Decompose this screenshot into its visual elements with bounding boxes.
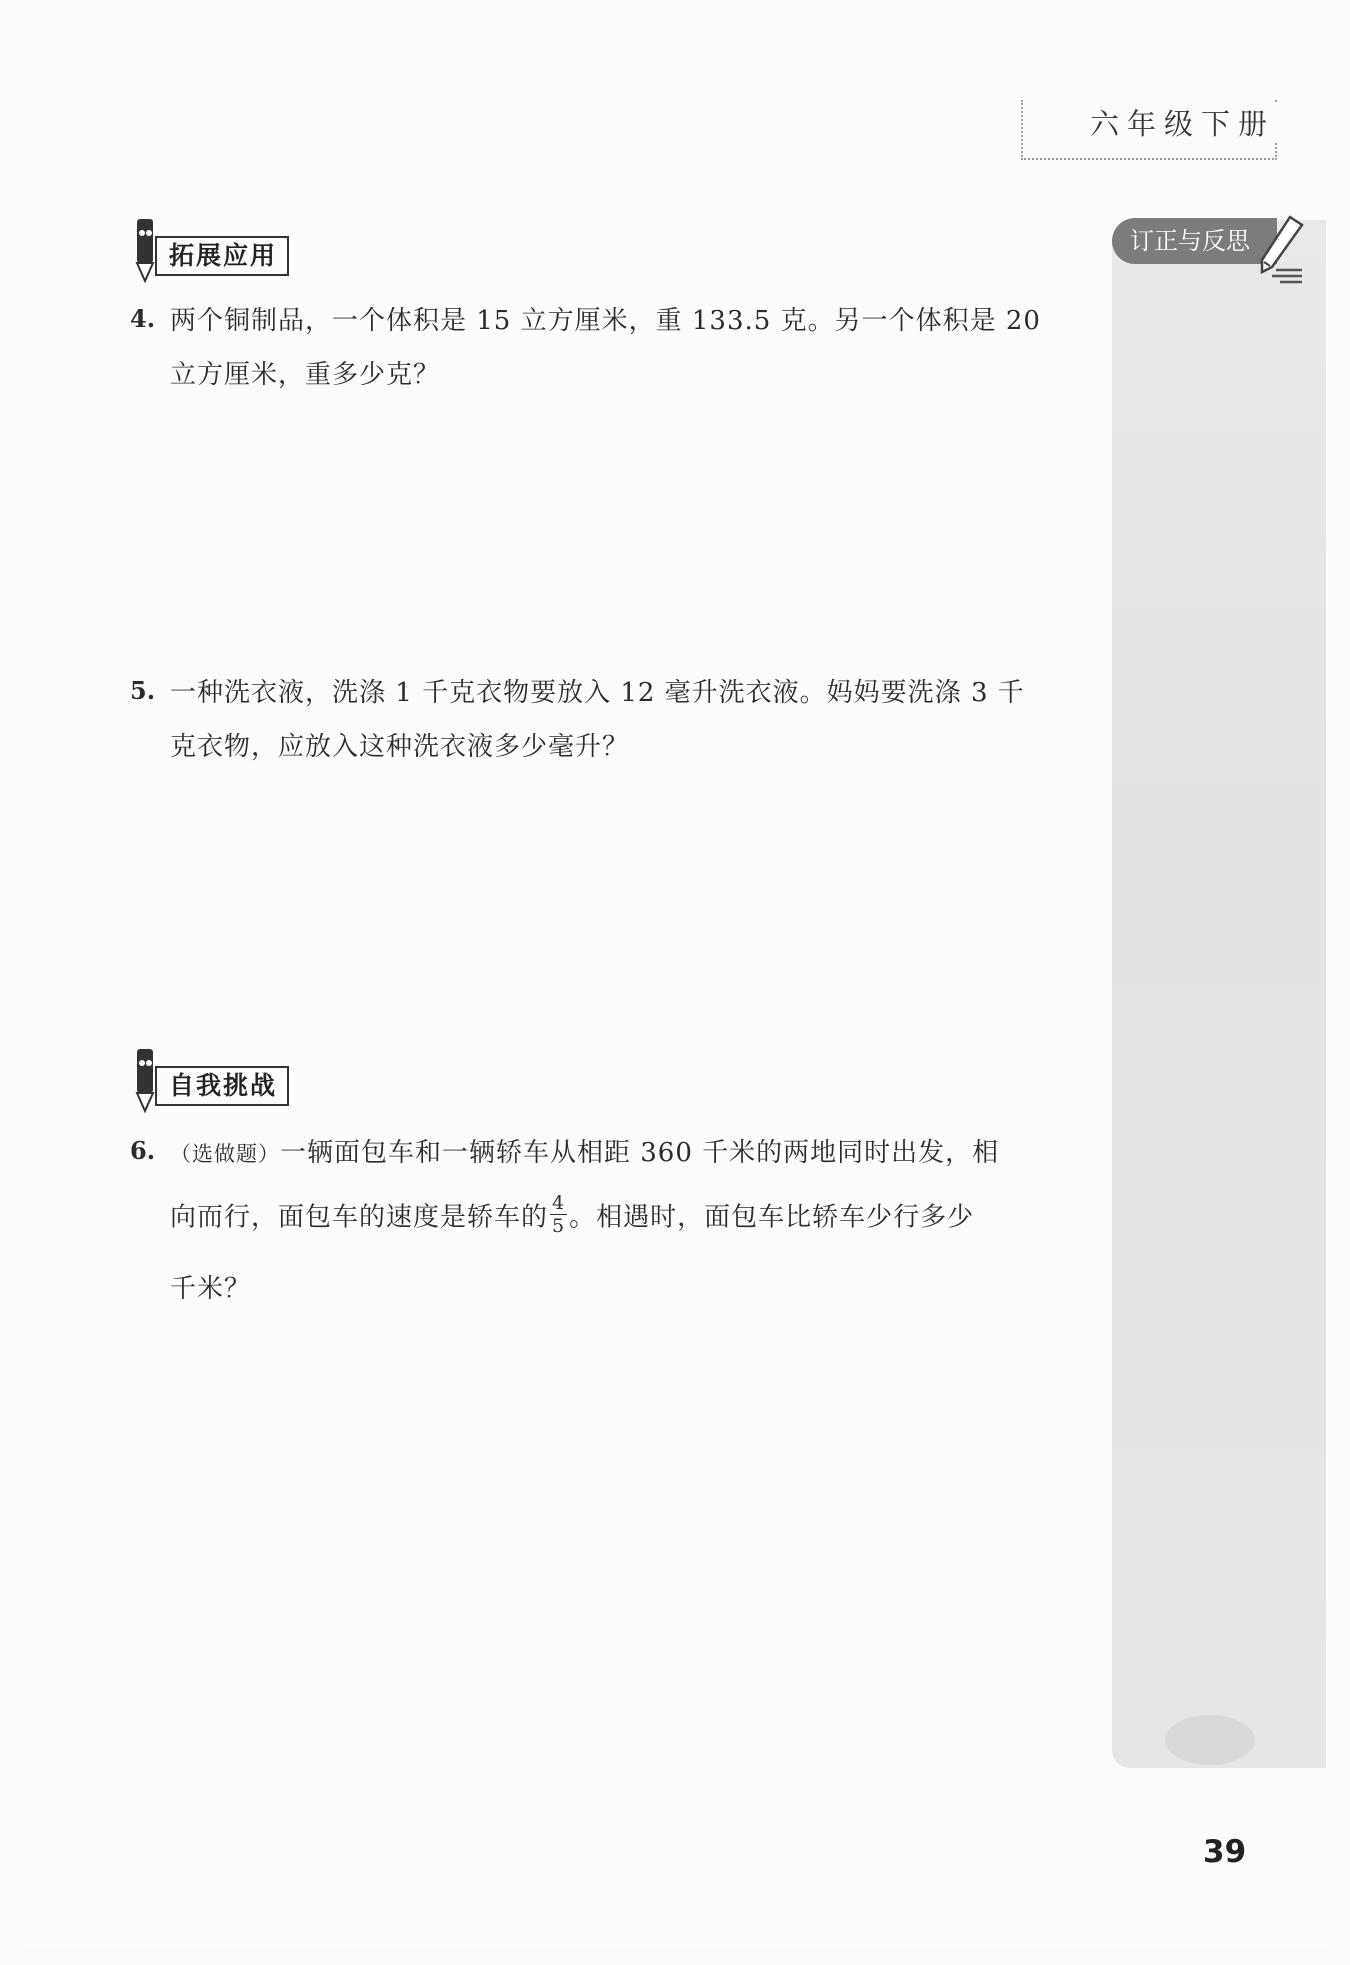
correction-sidebar — [1112, 220, 1326, 1768]
question-number: 4. — [130, 304, 156, 333]
question-text: 千米？ — [170, 1274, 252, 1304]
grade-label: 六年级下册 — [1080, 102, 1285, 143]
question-number: 5. — [130, 676, 156, 705]
section-self-challenge: 自我挑战 — [155, 1066, 289, 1106]
question-text — [170, 1132, 999, 1169]
section-expand-apply: 拓展应用 — [155, 236, 289, 276]
sidebar-title: 订正与反思 — [1112, 218, 1277, 264]
question-text: 一种洗衣液，洗涤 1 千克衣物要放入 12 毫升洗衣液。妈妈要洗涤 3 千 — [170, 678, 1025, 708]
fraction — [550, 1192, 567, 1237]
question-text-post: 。相遇时，面包车比轿车少行多少 — [569, 1202, 975, 1233]
writing-pencil-icon — [1250, 212, 1310, 287]
fraction-numerator: 4 — [552, 1192, 566, 1214]
sidebar-stain — [1165, 1715, 1255, 1765]
page-number: 39 — [1203, 1834, 1247, 1870]
question-text: 立方厘米，重多少克？ — [170, 360, 441, 390]
question-text: 两个铜制品，一个体积是 15 立方厘米，重 133.5 克。另一个体积是 20 — [170, 306, 1041, 336]
question-text — [170, 1192, 975, 1241]
question-number: 6. — [130, 1136, 156, 1165]
optional-tag: （选做题） — [170, 1142, 280, 1166]
fraction-denominator: 5 — [552, 1215, 566, 1237]
question-text-line1: 一辆面包车和一辆轿车从相距 360 千米的两地同时出发，相 — [280, 1138, 1000, 1168]
question-text: 克衣物，应放入这种洗衣液多少毫升？ — [170, 732, 630, 762]
question-text-pre: 向而行，面包车的速度是轿车的 — [170, 1202, 549, 1233]
